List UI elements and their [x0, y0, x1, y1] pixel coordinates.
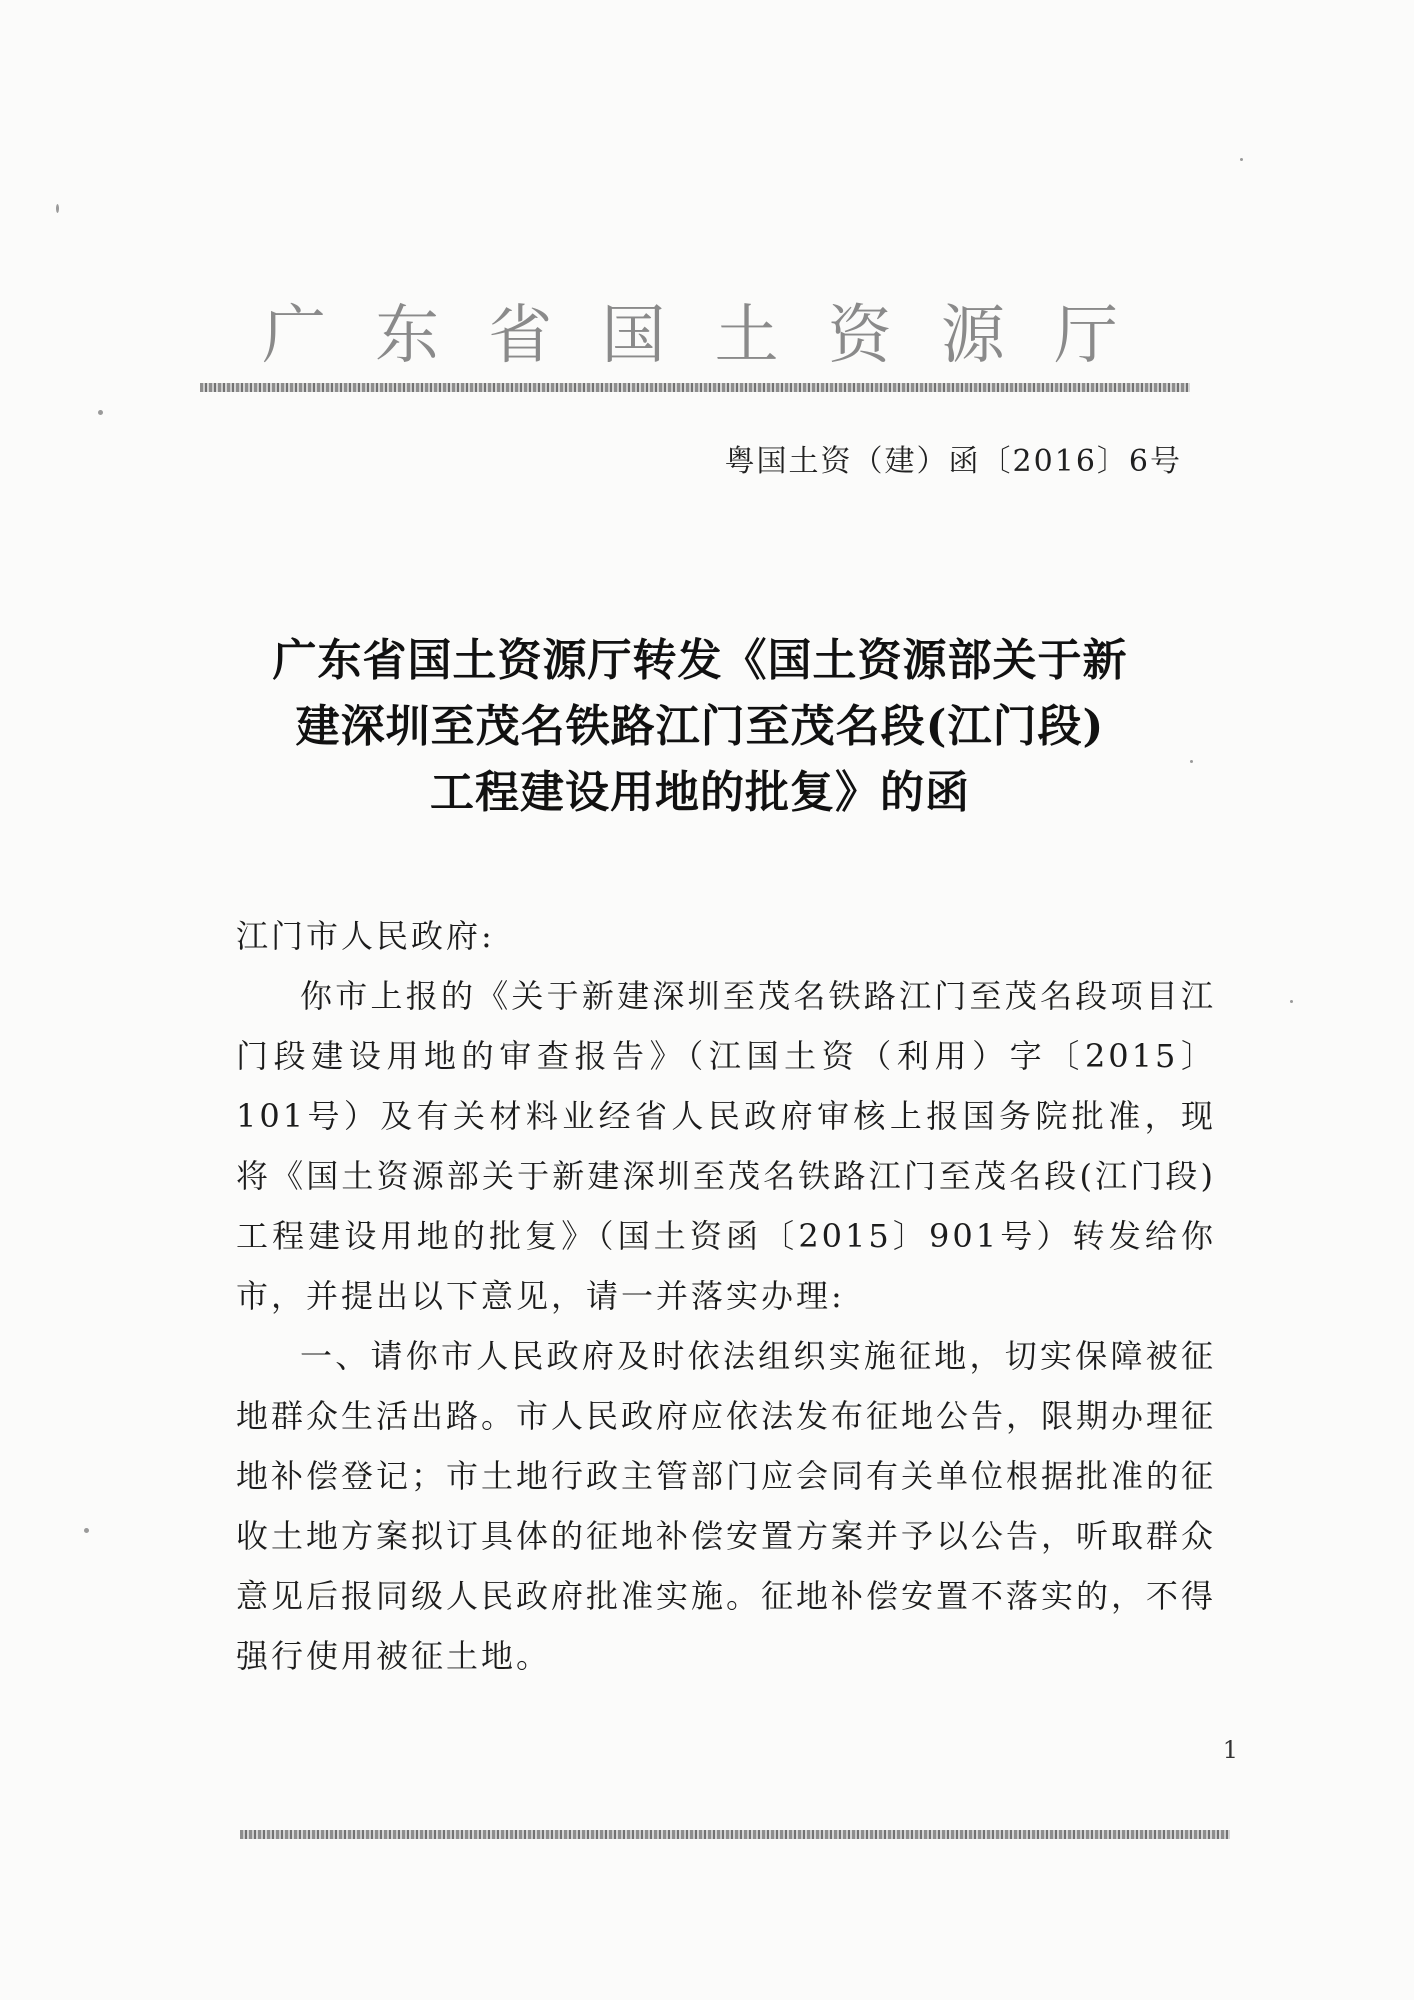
body-paragraph: 一、请你市人民政府及时依法组织实施征地，切实保障被征地群众生活出路。市人民政府应依法发布征地公告，限期办理征地补偿登记；市土地行政主管部门应会同有关单位根据批准的征收土地方案拟订具体的征地补偿安置方案并予以公告，听取群众意见后报同级人民政府批准实施。征地补偿安置不落实的，不得强行使用被征土地。: [236, 1337, 1217, 1675]
title-line: 建深圳至茂名铁路江门至茂名段(江门段): [295, 701, 1105, 752]
masthead-char: 东: [375, 299, 440, 373]
masthead-char: 国: [601, 299, 666, 373]
salutation: 江门市人民政府:: [236, 917, 495, 955]
title-line: 工程建设用地的批复》的函: [430, 767, 970, 818]
scan-speck: [98, 410, 103, 415]
footer-divider: [240, 1830, 1230, 1839]
masthead-char: 土: [714, 299, 779, 373]
header-divider: [200, 383, 1190, 392]
scan-speck: [84, 1528, 89, 1533]
document-title: [200, 628, 1200, 826]
page-number: 1: [1222, 1736, 1238, 1764]
scan-speck: [1290, 1000, 1293, 1003]
masthead-char: 广: [262, 299, 326, 373]
document-body: [236, 906, 1216, 1686]
masthead-char: 省: [488, 299, 553, 373]
document-number: 粤国土资（建）函〔2016〕6号: [724, 444, 1182, 479]
scan-speck: [56, 204, 59, 213]
scan-speck: [1240, 158, 1243, 161]
masthead-char: 厅: [1053, 299, 1118, 373]
title-line: 广东省国土资源厅转发《国土资源部关于新: [272, 635, 1128, 686]
agency-masthead: [250, 285, 1130, 375]
body-paragraph: 你市上报的《关于新建深圳至茂名铁路江门至茂名段项目江门段建设用地的审查报告》（江国土资（利用）字〔2015〕101号）及有关材料业经省人民政府审核上报国务院批准，现将《国土资源部关于新建深圳至茂名铁路江门至茂名段(江门段)工程建设用地的批复》（国土资函〔2015〕901号）转发给你市，并提出以下意见，请一并落实办理:: [236, 977, 1216, 1315]
masthead-char: 资: [827, 299, 892, 373]
masthead-char: 源: [940, 299, 1005, 373]
